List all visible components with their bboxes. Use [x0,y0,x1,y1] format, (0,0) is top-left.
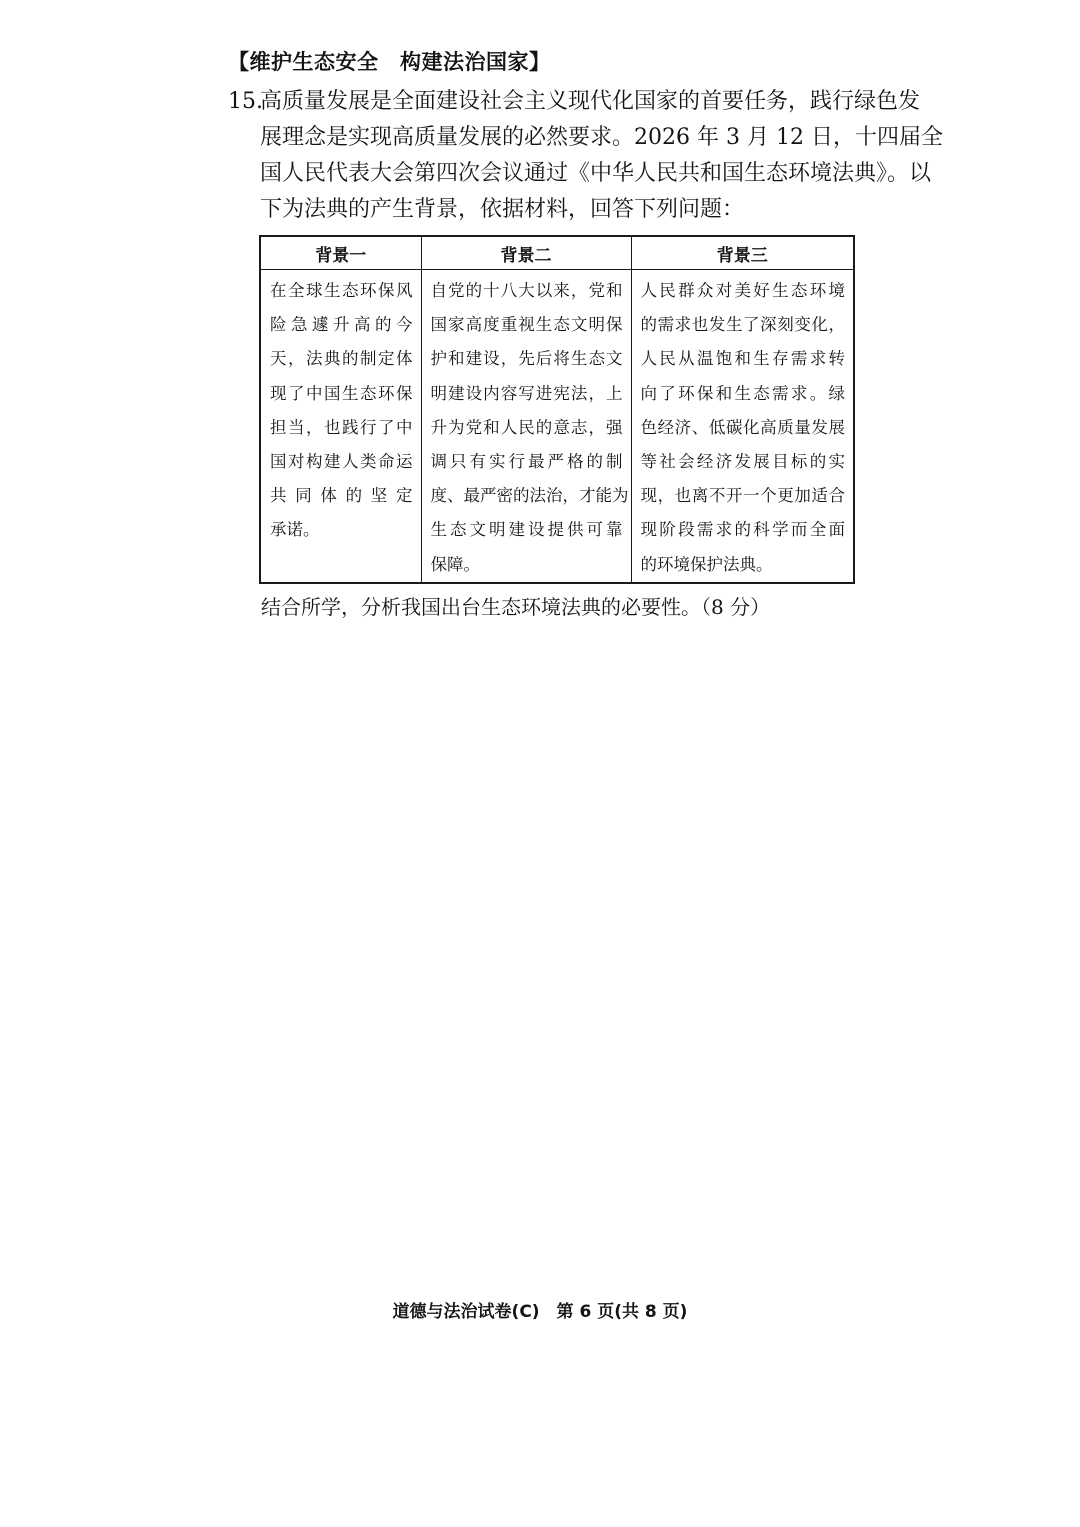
cell-line: 担当，也践行了中 [270,417,413,437]
header-background-2: 背景二 [421,236,631,270]
cell-line: 的需求也发生了深刻变化， [640,315,845,335]
table-row [260,270,854,584]
cell-line: 明建设内容写进宪法，上 [430,383,623,403]
cell-line: 向了环保和生态需求。绿 [640,383,845,403]
cell-line: 险急遽升高的今 [270,315,413,335]
page-footer: 道德与法治试卷(C) 第 6 页(共 8 页) [392,1302,688,1322]
question-stem [260,84,943,228]
cell-line: 人民从温饱和生存需求转 [640,349,845,369]
question-line: 下为法典的产生背景，依据材料，回答下列问题： [260,197,745,222]
cell-line: 国家高度重视生态文明保 [430,315,623,335]
cell-line: 等社会经济发展目标的实 [640,452,845,472]
question-number: 15. [228,89,263,114]
header-background-3: 背景三 [631,236,854,270]
cell-line: 护和建设，先后将生态文 [430,349,623,369]
cell-line: 人民群众对美好生态环境 [640,281,845,300]
section-heading: 【维护生态安全 构建法治国家】 [228,50,551,74]
cell-background-2 [421,270,631,584]
cell-line: 共同体的坚定 [270,486,413,506]
cell-background-3 [631,270,854,584]
cell-line: 现阶段需求的科学而全面 [640,520,845,540]
table-header-row [260,236,854,270]
background-table [259,235,855,584]
cell-line: 在全球生态环保风 [270,281,413,300]
cell-line: 承诺。 [270,520,320,540]
cell-line: 升为党和人民的意志，强 [430,417,623,437]
cell-line: 保障。 [430,554,480,574]
cell-line: 现了中国生态环保 [270,383,413,403]
cell-line: 调只有实行最严格的制 [430,452,623,472]
cell-line: 自党的十八大以来，党和 [430,281,623,300]
cell-line: 色经济、低碳化高质量发展 [640,417,845,437]
answer-prompt: 结合所学，分析我国出台生态环境法典的必要性。（8 分） [261,595,771,619]
cell-line: 度、最严密的法治，才能为 [430,486,629,506]
cell-line: 的环境保护法典。 [640,554,773,574]
cell-line: 现，也离不开一个更加适合 [640,486,845,506]
question-line: 高质量发展是全面建设社会主义现代化国家的首要任务，践行绿色发 [260,89,921,114]
question-line: 展理念是实现高质量发展的必然要求。2026 年 3 月 12 日，十四届全 [260,125,943,150]
question-line: 国人民代表大会第四次会议通过《中华人民共和国生态环境法典》。以 [260,161,932,186]
cell-background-1 [260,270,421,584]
cell-line: 国对构建人类命运 [270,452,413,472]
cell-line: 天，法典的制定体 [270,349,413,369]
cell-line: 生态文明建设提供可靠 [430,520,623,540]
header-background-1: 背景一 [260,236,421,270]
